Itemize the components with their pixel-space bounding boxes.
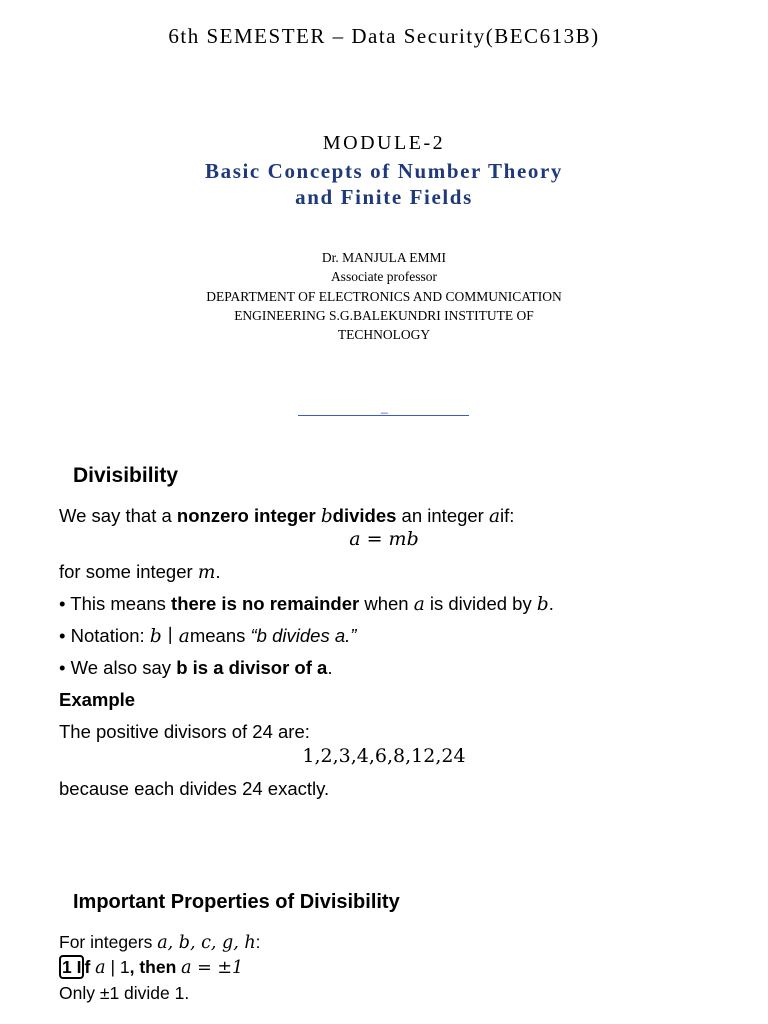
bullet1-mid: when	[359, 593, 414, 614]
bullet1-var-b: b	[536, 594, 549, 615]
department-line-2: ENGINEERING S.G.BALEKUNDRI INSTITUTE OF	[234, 308, 534, 323]
definition-suffix: if:	[500, 505, 515, 526]
bullet1-var-a: a	[413, 594, 425, 615]
author-role: Associate professor	[330, 269, 438, 284]
divisors-list: 1,2,3,4,6,8,12,24	[302, 745, 466, 767]
bullet1-mid2: is divided by	[424, 593, 537, 614]
example-text: The positive divisors of 24 are:	[59, 721, 310, 742]
bullet3-suffix: .	[327, 657, 333, 678]
author-name: Dr. MANJULA EMMI	[321, 250, 447, 265]
for-some-integer-line	[59, 561, 221, 583]
bullet1-prefix: • This means	[59, 593, 172, 614]
property-1-note: Only ±1 divide 1.	[59, 983, 190, 1003]
module-title-line-2: and Finite Fields	[295, 185, 473, 209]
bullet2-prefix: • Notation:	[59, 625, 150, 646]
definition-bold-nonzero: nonzero integer	[176, 505, 321, 526]
definition-bold-divides: divides	[332, 505, 397, 526]
bullet-divisor	[59, 657, 332, 679]
department-line-1: DEPARTMENT OF ELECTRONICS AND COMMUNICATION	[206, 289, 562, 304]
bullet3-prefix: • We also say	[59, 657, 177, 678]
property-1-var-a: a	[95, 958, 106, 978]
property-1-if: f	[84, 957, 96, 977]
bullet1-suffix: .	[548, 593, 554, 614]
definition-var-b: b	[320, 506, 333, 527]
definition-paragraph	[59, 505, 514, 527]
definition-mid: an integer	[396, 505, 489, 526]
example-heading: Example	[59, 689, 136, 710]
property-1-then: , then	[129, 957, 182, 977]
for-some-prefix: for some integer	[59, 561, 198, 582]
bullet1-bold: there is no remainder	[171, 593, 360, 614]
section-heading-properties: Important Properties of Divisibility	[73, 891, 400, 913]
property-1-divides-one: | 1	[105, 957, 130, 977]
module-title-line-1: Basic Concepts of Number Theory	[205, 159, 563, 183]
intro-vars: a, b, c, g, h	[157, 933, 256, 953]
hyperlink-text[interactable]: _	[381, 400, 388, 414]
intro-prefix: For integers	[59, 932, 158, 952]
intro-suffix: :	[255, 932, 261, 952]
department-line-3: TECHNOLOGY	[337, 327, 431, 342]
property-1-result: a = ±1	[181, 958, 244, 978]
for-some-suffix: .	[215, 561, 221, 582]
bullet3-bold: b is a divisor of a	[176, 657, 328, 678]
page-header: 6th SEMESTER – Data Security(BEC613B)	[168, 24, 600, 48]
bullet-notation	[59, 625, 356, 647]
property-item-1	[59, 957, 243, 978]
for-some-var-m: m	[197, 562, 216, 583]
example-conclusion: because each divides 24 exactly.	[59, 778, 330, 799]
properties-intro	[59, 932, 261, 953]
module-label: MODULE-2	[322, 132, 446, 154]
bullet2-italic: “b divides a.”	[250, 625, 357, 646]
bullet-no-remainder	[59, 593, 554, 615]
definition-var-a: a	[489, 506, 501, 527]
equation-a-equals-mb: a = mb	[349, 528, 419, 550]
definition-prefix: We say that a	[59, 505, 177, 526]
property-1-number-box: 1 I	[59, 955, 84, 979]
bullet2-mid: means	[189, 625, 251, 646]
bullet2-math: b ∣ a	[149, 626, 190, 647]
hyperlink-underline[interactable]	[298, 415, 469, 416]
section-heading-divisibility: Divisibility	[73, 464, 179, 487]
